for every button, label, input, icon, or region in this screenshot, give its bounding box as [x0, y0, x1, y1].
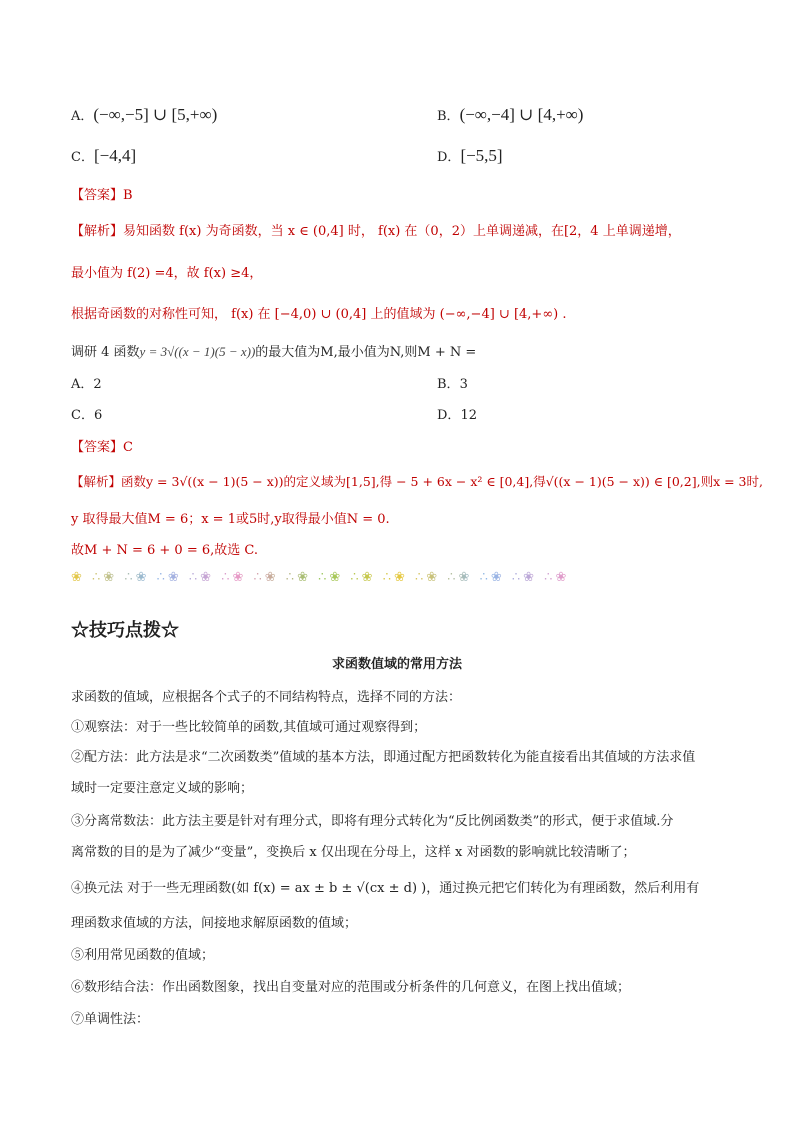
q4-option-c-label: C． — [71, 408, 94, 423]
section-title: ☆技巧点拨☆ — [71, 620, 179, 641]
q4-option-c-value: 6 — [93, 408, 103, 423]
q3-option-c-label: C． — [71, 150, 94, 165]
decorative-divider — [71, 570, 721, 585]
q4-stem-suffix: 的最大值为M,最小值为N,则M + N = — [255, 345, 477, 360]
q4-analysis-line-2: y 取得最大值M = 6；x = 1或5时,y取得最小值N = 0. — [71, 512, 390, 527]
answer-value: B — [123, 188, 133, 203]
q4-analysis-line-1 — [71, 472, 763, 490]
method-2-line-1: ②配方法：此方法是求“二次函数类”值域的基本方法，即通过配方把函数转化为能直接看出其值域的方法求值 — [71, 750, 696, 765]
q3-option-a-label: A． — [71, 109, 94, 124]
method-intro: 求函数的值域，应根据各个式子的不同结构特点，选择不同的方法： — [71, 690, 462, 705]
q3-option-d — [437, 146, 503, 166]
q3-analysis-line-3: 根据奇函数的对称性可知， f(x) 在 [−4,0) ∪ (0,4] 上的值域为 (−∞,−4] ∪ [4,+∞) . — [71, 307, 567, 322]
q4-option-d-value: 12 — [460, 408, 477, 423]
q3-option-c — [71, 146, 136, 166]
q4-answer — [71, 436, 133, 455]
q3-option-a — [71, 105, 217, 125]
q4-stem — [71, 341, 476, 360]
q3-option-d-label: D． — [437, 150, 461, 165]
q3-option-d-value: [−5,5] — [460, 146, 503, 165]
answer-tag: 【答案】 — [71, 440, 124, 455]
q3-option-b-label: B． — [437, 109, 460, 124]
method-4-line-1: ④换元法 对于一些无理函数(如 f(x) = ax ± b ± √(cx ± d) )，通过换元把它们转化为有理函数，然后利用有 — [71, 881, 700, 896]
analysis-text: 函数y = 3√((x − 1)(5 − x))的定义域为[1,5],得 − 5 + 6x − x² ∈ [0,4],得√((x − 1)(5 − x)) ∈ [0,2],则x = 3时, — [121, 474, 763, 489]
q3-analysis-line-1 — [71, 220, 681, 239]
q4-option-a — [71, 373, 102, 392]
q3-option-b — [437, 105, 583, 125]
divider-pattern: ❀ ∴❀ ∴❀ ∴❀ ∴❀ ∴❀ ∴❀ ∴❀ ∴❀ ∴❀ ∴❀ ∴❀ ∴❀ ∴❀ ∴❀ ∴❀ — [71, 570, 570, 585]
q4-option-b-label: B． — [437, 377, 460, 392]
method-4-line-2: 理函数求值域的方法，间接地求解原函数的值域； — [71, 916, 358, 931]
analysis-tag: 【解析】 — [71, 224, 124, 239]
answer-value: C — [123, 440, 133, 455]
method-3-line-1: ③分离常数法：此方法主要是针对有理分式，即将有理分式转化为“反比例函数类”的形式，便于求值域.分 — [71, 814, 674, 829]
q4-stem-formula: y = 3√((x − 1)(5 − x)) — [139, 344, 256, 359]
section-subtitle: 求函数值域的常用方法 — [331, 657, 462, 672]
method-2-line-2: 域时一定要注意定义域的影响； — [71, 781, 254, 796]
q4-option-a-value: 2 — [93, 377, 102, 392]
q4-option-b — [437, 373, 468, 392]
q4-option-b-value: 3 — [459, 377, 468, 392]
answer-tag: 【答案】 — [71, 188, 124, 203]
q3-option-c-value: [−4,4] — [93, 146, 137, 165]
analysis-tag: 【解析】 — [71, 474, 122, 489]
method-6: ⑥数形结合法：作出函数图象，找出自变量对应的范围或分析条件的几何意义，在图上找出值域； — [71, 980, 631, 995]
method-7: ⑦单调性法： — [71, 1012, 150, 1027]
q4-option-d-label: D． — [437, 408, 461, 423]
method-3-line-2: 离常数的目的是为了减少“变量”，变换后 x 仅出现在分母上，这样 x 对函数的影响就比较清晰了； — [71, 845, 636, 860]
q4-option-c — [71, 404, 102, 423]
method-5: ⑤利用常见函数的值域； — [71, 948, 215, 963]
q4-option-a-label: A． — [71, 377, 94, 392]
method-1: ①观察法：对于一些比较简单的函数,其值域可通过观察得到； — [71, 720, 427, 735]
q3-option-a-value: (−∞,−5] ∪ [5,+∞) — [93, 105, 218, 124]
q4-option-d — [437, 404, 477, 423]
q3-analysis-line-2: 最小值为 f(2) =4，故 f(x) ≥4， — [71, 266, 263, 281]
q3-answer — [71, 184, 133, 203]
analysis-text: 易知函数 f(x) 为奇函数，当 x ∈ (0,4] 时， f(x) 在（0，2）上单调递减，在[2，4 上单调递增， — [123, 224, 681, 239]
q3-option-b-value: (−∞,−4] ∪ [4,+∞) — [459, 105, 584, 124]
q4-analysis-line-3: 故M + N = 6 + 0 = 6,故选 C. — [71, 543, 259, 558]
q4-stem-prefix: 调研 4 函数 — [71, 345, 140, 360]
